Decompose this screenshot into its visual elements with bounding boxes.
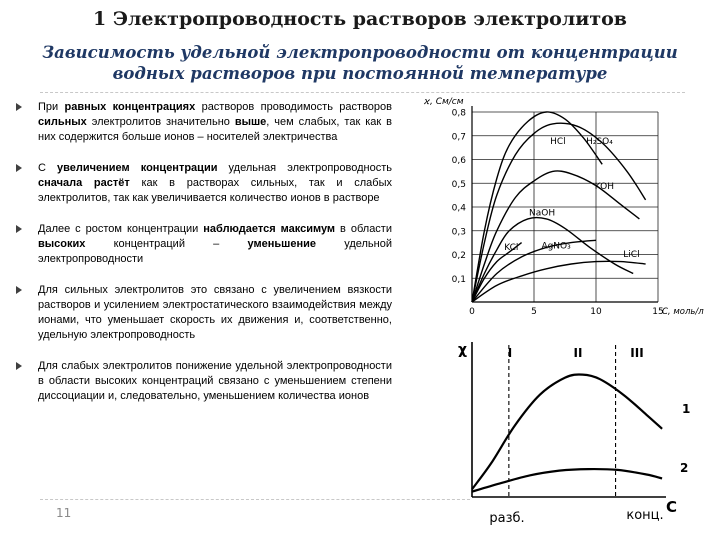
chart1-y-axis-label: ϰ, См/см [424, 97, 464, 107]
chart1-series-line [472, 171, 639, 302]
chart1-series-label: NaOH [529, 208, 556, 219]
chart2-series-line [472, 469, 662, 492]
page-number: 11 [56, 506, 72, 520]
chart1-y-tick-label: 0,8 [451, 108, 466, 119]
chart1-series-label: H₂SO₄ [586, 137, 613, 148]
bullet-text: концентраций – [85, 238, 248, 250]
chart1-y-tick-label: 0,2 [451, 251, 466, 261]
bullet-emphasis: уменьшение [247, 238, 316, 250]
bullet-text: электролитов значительно [86, 116, 235, 128]
chart1-y-tick-label: 0,7 [451, 132, 466, 143]
chart2-labels [458, 342, 690, 526]
bullet-emphasis: выше [234, 116, 267, 128]
chart1-x-axis-label: C, моль/л [662, 307, 704, 317]
chart2-region-label: III [630, 346, 644, 360]
chart1-y-tick-label: 0,3 [451, 227, 466, 238]
chart1-y-tick-label: 0,1 [451, 274, 466, 285]
chart2-series-label: 1 [682, 402, 691, 416]
chart1-y-tick-label: 0,6 [451, 156, 466, 166]
chart1-series-label: LiCl [623, 249, 640, 260]
chart2-y-axis-label: χ [458, 342, 468, 358]
chart2-x-axis-label: C [666, 498, 678, 516]
bullet-emphasis: увеличением концентрации [57, 162, 218, 174]
chart1-series-line [472, 218, 633, 302]
chart1-series-label: KCl [504, 242, 519, 253]
bullet-text: удельная электропроводность [217, 162, 392, 174]
conductivity-chart [423, 97, 704, 317]
chart1-series-line [472, 123, 646, 302]
chart2-series-label: 2 [680, 461, 689, 475]
bullet-text: растворов проводимость растворов [195, 101, 392, 113]
chart1-series-label: HCl [550, 137, 566, 148]
chart1-y-tick-label: 0,5 [451, 179, 466, 190]
bullet-text: , чем слабых, так как в них содержится больше ионов – носителей электричества [38, 116, 392, 143]
bullet-emphasis: равных концентрациях [64, 101, 196, 113]
chart1-x-tick-label: 0 [469, 307, 475, 317]
subtitle-line-2: водных растворов при постоянной температуре [112, 64, 608, 83]
chart1-series-label: KOH [594, 182, 615, 193]
bullet-text: Далее с ростом концентрации [38, 223, 204, 235]
chart2-region-label: I [507, 346, 513, 360]
bullet-emphasis: сначала растёт [38, 177, 130, 189]
chart1-x-tick-label: 10 [590, 307, 602, 317]
bullet-text: как в растворах сильных, так и слабых электролитов, так как увеличивается количество ионов в растворе [38, 177, 392, 204]
chart1-x-tick-label: 5 [531, 307, 537, 317]
bullet-text: в области [335, 223, 392, 235]
chart1-y-tick-label: 0,4 [451, 203, 466, 214]
bullet-text: Для слабых электролитов понижение удельной электропроводности в области высоких концентраций связано с уменьшением степени диссоциации и, следовательно, уменьшением количества ионов [38, 360, 392, 402]
bullet-text: С [38, 162, 58, 174]
chart1-x-tick-label: 15 [652, 307, 664, 317]
chart1-series-label: AgNO₃ [541, 241, 571, 252]
bullet-text: При [38, 101, 65, 113]
bullet-text: удельной электропроводности [38, 238, 392, 265]
chart2-x-mark: конц. [626, 508, 664, 523]
bullet-emphasis: сильных [38, 116, 87, 128]
slide-title: 1 Электропроводность растворов электролитов [93, 8, 627, 30]
bullet-emphasis: высоких [38, 238, 86, 250]
chart2-series [472, 374, 662, 491]
subtitle-line-1: Зависимость удельной электропроводности от концентрации [42, 43, 678, 62]
bullet-emphasis: наблюдается максимум [203, 223, 336, 235]
bullet-text: Для сильных электролитов это связано с увеличением вязкости растворов и усилением электростатического взаимодействия между ионами, что уменьшает скорость их движения и, соответственно, удельную электропроводность [38, 284, 392, 341]
chart2-region-label: II [573, 346, 583, 360]
schematic-chart [458, 342, 690, 526]
chart2-x-mark: разб. [489, 511, 525, 526]
